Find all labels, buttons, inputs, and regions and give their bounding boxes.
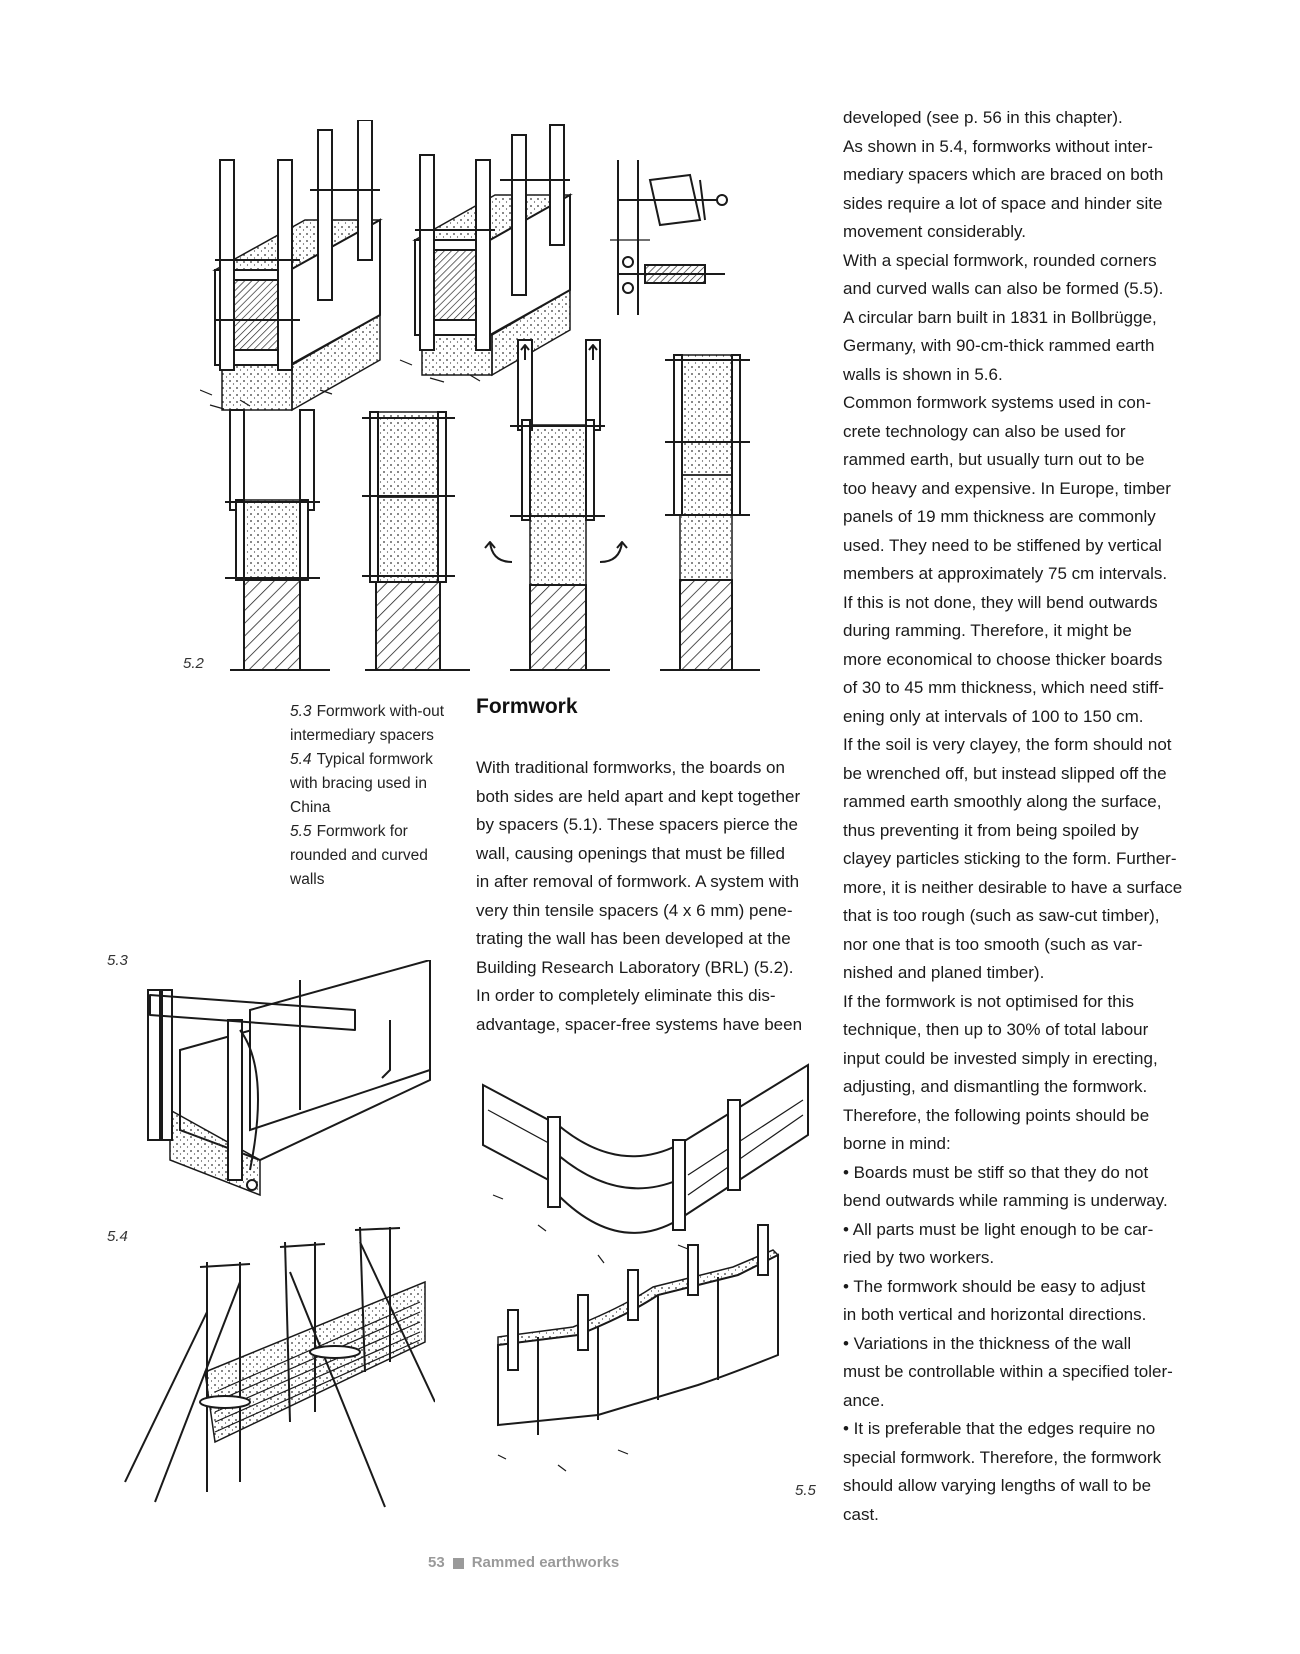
caption-text: Formwork for rounded and curved walls <box>290 823 428 888</box>
bullet-line: • The formwork should be easy to adjust <box>843 1276 1146 1296</box>
text-line: of 30 to 45 mm thickness, which need stiff- <box>843 678 1164 697</box>
text-line: With traditional formworks, the boards on <box>476 758 785 777</box>
figure-label-5-3: 5.3 <box>107 952 128 969</box>
text-line: ance. <box>843 1390 885 1410</box>
figure-5-4 <box>115 1222 435 1512</box>
text-line: cast. <box>843 1504 879 1524</box>
caption-number: 5.4 <box>290 751 312 768</box>
text-line: Therefore, the following points should be <box>843 1105 1150 1125</box>
caption-5-4 <box>290 748 455 820</box>
spacer-detail <box>610 160 727 315</box>
text-line: sides require a lot of space and hinder site <box>843 193 1163 213</box>
section-heading: Formwork <box>476 695 578 718</box>
text-line: during ramming. Therefore, it might be <box>843 621 1132 640</box>
text-line: rammed earth smoothly along the surface, <box>843 792 1162 811</box>
chapter-title: Rammed earthworks <box>471 1554 620 1571</box>
text-line: ried by two workers. <box>843 1248 995 1267</box>
text-line: movement considerably. <box>843 222 1026 241</box>
text-line: and curved walls can also be formed (5.5). <box>843 279 1164 298</box>
text-line: panels of 19 mm thickness are commonly <box>843 507 1156 526</box>
figure-5-2 <box>200 120 800 680</box>
text-line: input could be invested simply in erecting, <box>843 1048 1158 1068</box>
figure-captions <box>290 700 455 892</box>
text-line: Building Research Laboratory (BRL) (5.2). <box>476 957 794 977</box>
text-line: mediary spacers which are braced on both <box>843 165 1164 184</box>
sequence-section-3 <box>485 340 627 670</box>
isometric-formwork-2 <box>400 125 570 382</box>
caption-text: Typical formwork with bracing used in China <box>290 751 433 816</box>
text-line: must be controllable within a specified toler- <box>843 1362 1173 1381</box>
isometric-formwork-1 <box>200 120 380 410</box>
text-line: adjusting, and dismantling the formwork. <box>843 1077 1148 1096</box>
body-text-right-column <box>843 104 1183 1529</box>
figure-label-5-5: 5.5 <box>795 1482 816 1499</box>
caption-text: Formwork with-out intermediary spacers <box>290 703 445 744</box>
text-line: ening only at intervals of 100 to 150 cm. <box>843 706 1144 726</box>
text-line: technique, then up to 30% of total labour <box>843 1020 1149 1039</box>
text-line: developed (see p. 56 in this chapter). <box>843 108 1123 127</box>
text-line: members at approximately 75 cm intervals. <box>843 564 1168 583</box>
text-line: wall, causing openings that must be filled <box>476 843 786 863</box>
text-line: by spacers (5.1). These spacers pierce the <box>476 815 798 834</box>
caption-number: 5.5 <box>290 823 312 840</box>
text-line: in after removal of formwork. A system with <box>476 872 800 891</box>
curved-wall-formwork <box>498 1225 778 1471</box>
text-line: bend outwards while ramming is underway. <box>843 1191 1168 1210</box>
text-line: A circular barn built in 1831 in Bollbrügge, <box>843 307 1157 327</box>
text-line: borne in mind: <box>843 1134 951 1153</box>
figure-label-5-4: 5.4 <box>107 1228 128 1245</box>
text-line: nished and planed timber). <box>843 963 1045 982</box>
text-line: As shown in 5.4, formworks without inter- <box>843 136 1153 156</box>
figure-5-5 <box>478 1055 818 1495</box>
square-icon <box>453 1558 464 1569</box>
figure-label-5-2: 5.2 <box>183 655 204 672</box>
text-line: crete technology can also be used for <box>843 421 1126 441</box>
text-line: used. They need to be stiffened by vertical <box>843 535 1162 555</box>
text-line: in both vertical and horizontal directions. <box>843 1305 1147 1324</box>
text-line: In order to completely eliminate this dis- <box>476 986 776 1005</box>
text-line: more, it is neither desirable to have a surface <box>843 877 1183 897</box>
text-line: should allow varying lengths of wall to be <box>843 1476 1152 1495</box>
text-line: With a special formwork, rounded corners <box>843 250 1157 270</box>
figure-5-3 <box>140 960 440 1200</box>
bullet-line: • Boards must be stiff so that they do not <box>843 1162 1149 1182</box>
text-line: advantage, spacer-free systems have been <box>476 1014 803 1034</box>
caption-number: 5.3 <box>290 703 312 720</box>
text-line: more economical to choose thicker boards <box>843 649 1163 669</box>
caption-5-3 <box>290 700 455 748</box>
page-footer <box>428 1554 619 1571</box>
bullet-line: • All parts must be light enough to be car- <box>843 1219 1154 1239</box>
sequence-section-1 <box>225 410 330 670</box>
sequence-section-4 <box>660 355 760 670</box>
text-line: special formwork. Therefore, the formwork <box>843 1447 1162 1467</box>
sequence-section-2 <box>362 412 470 670</box>
text-line: If the formwork is not optimised for this <box>843 991 1134 1011</box>
text-line: that is too rough (such as saw-cut timber), <box>843 906 1160 925</box>
text-line: trating the wall has been developed at the <box>476 929 791 948</box>
text-line: If the soil is very clayey, the form should not <box>843 735 1172 754</box>
text-line: Germany, with 90-cm-thick rammed earth <box>843 336 1155 355</box>
text-line: very thin tensile spacers (4 x 6 mm) pene- <box>476 900 793 920</box>
text-line: too heavy and expensive. In Europe, timber <box>843 478 1171 498</box>
text-line: Common formwork systems used in con- <box>843 393 1151 412</box>
text-line: If this is not done, they will bend outwards <box>843 592 1158 612</box>
text-line: thus preventing it from being spoiled by <box>843 820 1139 840</box>
page-number: 53 <box>428 1554 445 1571</box>
bullet-line: • It is preferable that the edges require no <box>843 1419 1156 1438</box>
text-line: be wrenched off, but instead slipped off the <box>843 763 1167 783</box>
text-line: nor one that is too smooth (such as var- <box>843 934 1143 954</box>
body-text-middle-column <box>476 754 816 1039</box>
text-line: clayey particles sticking to the form. Further- <box>843 849 1177 868</box>
text-line: walls is shown in 5.6. <box>843 364 1003 384</box>
bullet-line: • Variations in the thickness of the wall <box>843 1333 1132 1353</box>
text-line: rammed earth, but usually turn out to be <box>843 450 1145 469</box>
text-line: both sides are held apart and kept together <box>476 786 801 806</box>
caption-5-5 <box>290 820 455 892</box>
